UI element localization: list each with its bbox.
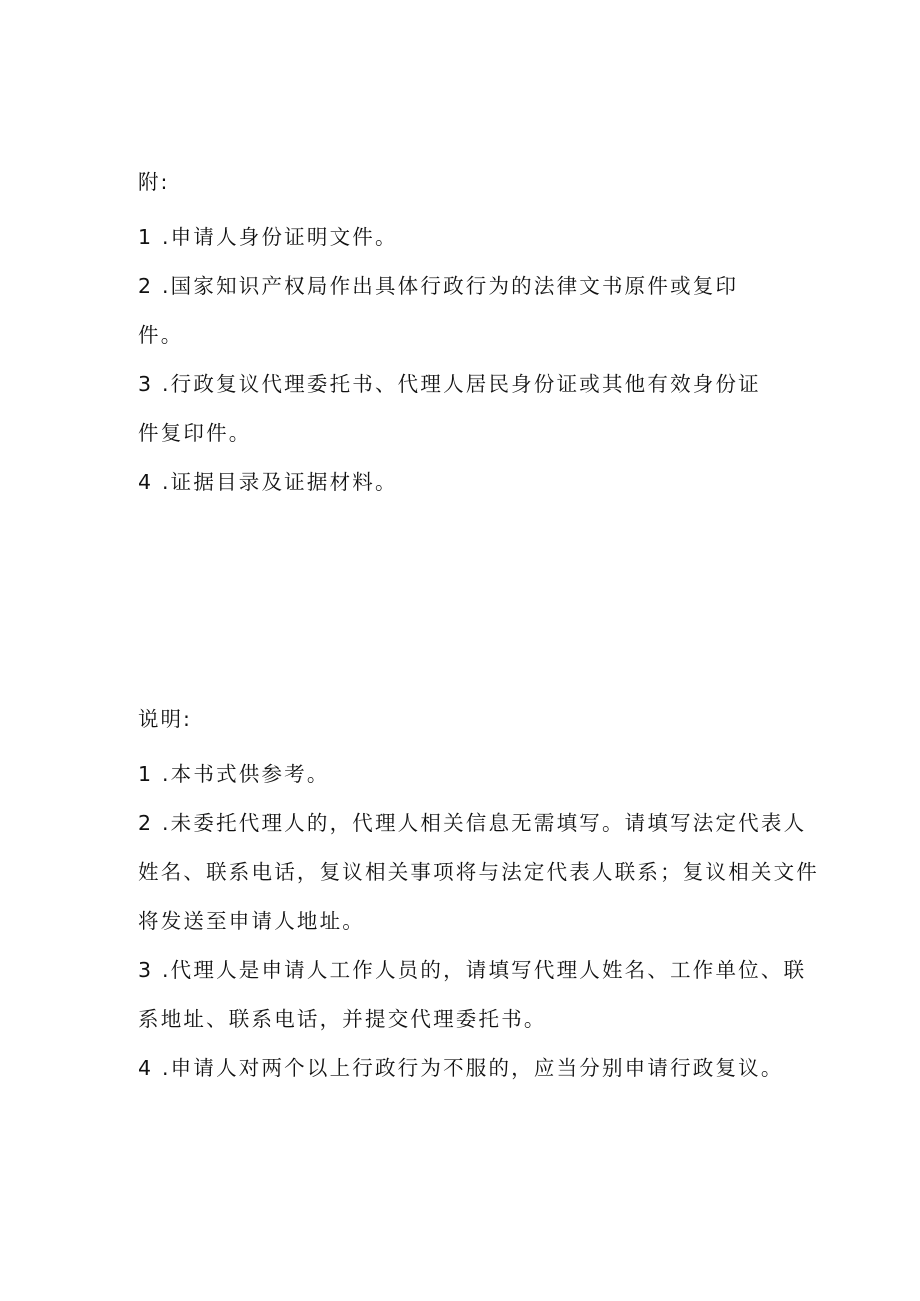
note-item-2-line-1: 2 .未委托代理人的，代理人相关信息无需填写。请填写法定代表人 (138, 811, 807, 835)
attachment-item-3-line-1: 3 .行政复议代理委托书、代理人居民身份证或其他有效身份证 (138, 372, 761, 396)
notes-heading: 说明: (138, 707, 192, 731)
attachment-item-2-line-2: 件。 (138, 323, 184, 347)
note-item-1-line-1: 1 .本书式供参考。 (138, 762, 330, 786)
attachment-item-2-line-1: 2 .国家知识产权局作出具体行政行为的法律文书原件或复印 (138, 274, 739, 298)
note-item-2 (138, 799, 819, 946)
attachments-section (138, 164, 798, 507)
note-item-1 (138, 750, 798, 799)
note-item-2-line-3: 将发送至申请人地址。 (138, 909, 365, 933)
attachment-item-3-line-2: 件复印件。 (138, 421, 252, 445)
note-item-2-line-2: 姓名、联系电话，复议相关事项将与法定代表人联系；复议相关文件 (138, 860, 819, 884)
notes-section (138, 701, 819, 1093)
note-item-4 (138, 1044, 798, 1093)
note-item-3 (138, 946, 807, 1044)
attachment-item-4-line-1: 4 .证据目录及证据材料。 (138, 470, 398, 494)
attachment-item-1 (138, 213, 798, 262)
attachments-heading: 附: (138, 170, 170, 194)
attachment-item-4 (138, 458, 798, 507)
attachment-item-2 (138, 262, 798, 360)
note-item-3-line-1: 3 .代理人是申请人工作人员的，请填写代理人姓名、工作单位、联 (138, 958, 807, 982)
note-item-4-line-1: 4 .申请人对两个以上行政行为不服的，应当分别申请行政复议。 (138, 1056, 784, 1080)
note-item-3-line-2: 系地址、联系电话，并提交代理委托书。 (138, 1007, 547, 1031)
attachment-item-3 (138, 360, 798, 458)
attachment-item-1-line-1: 1 .申请人身份证明文件。 (138, 225, 398, 249)
